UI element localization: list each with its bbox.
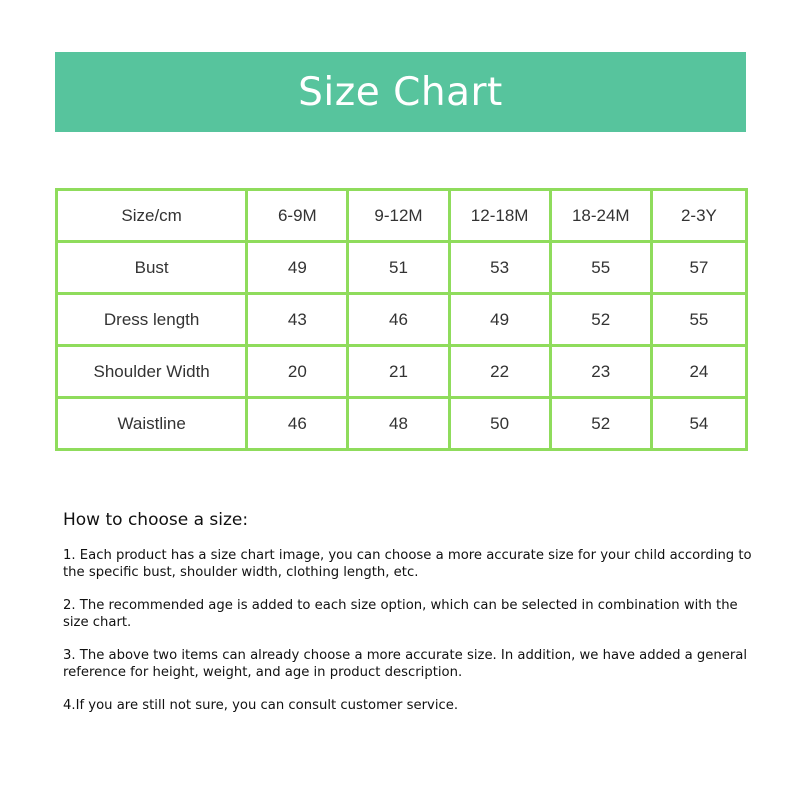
header-cell-12-18m: 12-18M (449, 190, 550, 242)
header-cell-size: Size/cm (57, 190, 247, 242)
table-cell: 23 (550, 346, 651, 398)
header-cell-18-24m: 18-24M (550, 190, 651, 242)
header-cell-9-12m: 9-12M (348, 190, 449, 242)
table-cell: 24 (651, 346, 746, 398)
guide-item: 4.If you are still not sure, you can consult customer service. (63, 698, 459, 713)
guide-item: 3. The above two items can already choose a more accurate size. In addition, we have added a general reference for height, weight, and age in product description. (63, 648, 748, 680)
row-label: Bust (57, 242, 247, 294)
row-label: Dress length (57, 294, 247, 346)
table-cell: 55 (651, 294, 746, 346)
table-row (57, 398, 747, 450)
table-cell: 48 (348, 398, 449, 450)
table-cell: 55 (550, 242, 651, 294)
row-label: Shoulder Width (57, 346, 247, 398)
table-row (57, 294, 747, 346)
table-cell: 52 (550, 398, 651, 450)
table-header-row (57, 190, 747, 242)
header-cell-6-9m: 6-9M (247, 190, 348, 242)
table-cell: 50 (449, 398, 550, 450)
table-row (57, 346, 747, 398)
table-cell: 49 (449, 294, 550, 346)
table-cell: 57 (651, 242, 746, 294)
guide-heading: How to choose a size: (63, 510, 249, 530)
size-table (55, 188, 748, 451)
table-cell: 20 (247, 346, 348, 398)
table-cell: 49 (247, 242, 348, 294)
table-cell: 43 (247, 294, 348, 346)
table-cell: 52 (550, 294, 651, 346)
table-row (57, 242, 747, 294)
row-label: Waistline (57, 398, 247, 450)
page-title: Size Chart (298, 69, 503, 115)
table-cell: 21 (348, 346, 449, 398)
table-cell: 46 (247, 398, 348, 450)
table-cell: 22 (449, 346, 550, 398)
table-cell: 46 (348, 294, 449, 346)
title-banner (55, 52, 746, 132)
table-cell: 51 (348, 242, 449, 294)
guide-item: 2. The recommended age is added to each size option, which can be selected in combination with the size chart. (63, 598, 738, 630)
header-cell-2-3y: 2-3Y (651, 190, 746, 242)
size-guide (63, 510, 753, 730)
table-cell: 53 (449, 242, 550, 294)
guide-item: 1. Each product has a size chart image, you can choose a more accurate size for your child according to the specific bust, shoulder width, clothing length, etc. (63, 548, 752, 580)
table-cell: 54 (651, 398, 746, 450)
